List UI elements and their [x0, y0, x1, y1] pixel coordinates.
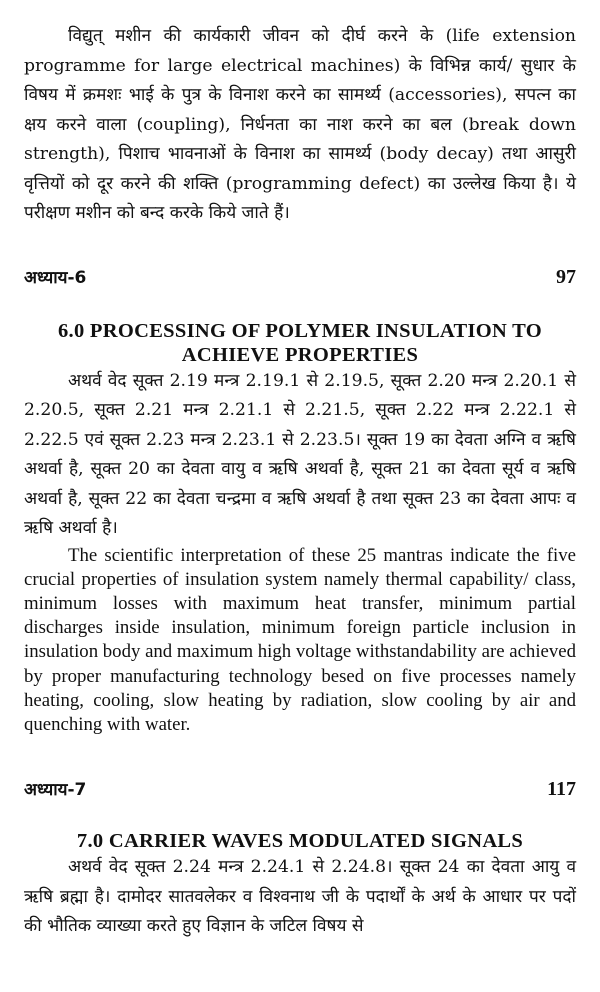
chapter-7-label: अध्याय-7 — [24, 780, 87, 801]
chapter-6-english-paragraph: The scientific interpretation of these 25 mantras indicate the five crucial properties of insulation system namely thermal capability/ class, minimum losses with maximum heat transfer, minimum partial discharges inside insulation, minimum foreign particle inclusion in insulation body and maximum high voltage withstandability are achieved by proper manufacturing technology besed on five processes namely heating, cooling, slow heating by radiation, slow cooling by air and quenching with water. — [24, 544, 576, 735]
chapter-6-header — [24, 265, 576, 289]
intro-paragraph: विद्युत् मशीन की कार्यकारी जीवन को दीर्घ करने के (life extension programme for large electrical machines) के विभिन्न कार्य/ सुधार के विषय में क्रमशः भाई के पुत्र के विनाश करने का सामर्थ्य (accessories), सपत्न का क्षय करने वाला (coupling), निर्धनता का नाश करने का बल (break down strength), पिशाच भावनाओं के विनाश का सामर्थ्य (body decay) तथा आसुरी वृत्तियों को दूर करने की शक्ति (programming defect) का उल्लेख किया है। ये परीक्षण मशीन को बन्द करके किये जाते हैं। — [24, 26, 576, 223]
chapter-7-page-number: 117 — [547, 778, 576, 801]
chapter-6-page-number: 97 — [556, 265, 576, 288]
chapter-7-heading: 7.0 CARRIER WAVES MODULATED SIGNALS — [76, 830, 524, 853]
chapter-6-heading — [24, 319, 576, 367]
chapter-6-heading-line2: ACHIEVE PROPERTIES — [181, 343, 419, 366]
chapter-7-hindi-paragraph: अथर्व वेद सूक्त 2.24 मन्त्र 2.24.1 से 2.24.8। सूक्त 24 का देवता आयु व ऋषि ब्रह्मा है। दामोदर सातवलेकर व विश्वनाथ जी के पदार्थों के अर्थ के आधार पर पदों की भौतिक व्याख्या करते हुए विज्ञान के जटिल विषय से — [24, 857, 576, 937]
chapter-6-heading-line1: 6.0 PROCESSING OF POLYMER INSULATION TO — [57, 319, 543, 342]
chapter-6-label: अध्याय-6 — [24, 267, 87, 288]
chapter-6-hindi-paragraph: अथर्व वेद सूक्त 2.19 मन्त्र 2.19.1 से 2.19.5, सूक्त 2.20 मन्त्र 2.20.1 से 2.20.5, सूक्त 2.21 मन्त्र 2.21.1 से 2.21.5, सूक्त 2.22 मन्त्र 2.22.1 से 2.22.5 एवं सूक्त 2.23 मन्त्र 2.23.1 से 2.23.5। सूक्त 19 का देवता अग्नि व ऋषि अथर्वा है, सूक्त 20 का देवता वायु व ऋषि अथर्वा है, सूक्त 21 का देवता सूर्य व ऋषि अथर्वा है, सूक्त 22 का देवता चन्द्रमा व ऋषि अथर्वा है तथा सूक्त 23 का देवता आपः व ऋषि अथर्वा है। — [24, 370, 576, 538]
chapter-7-header — [24, 777, 576, 801]
